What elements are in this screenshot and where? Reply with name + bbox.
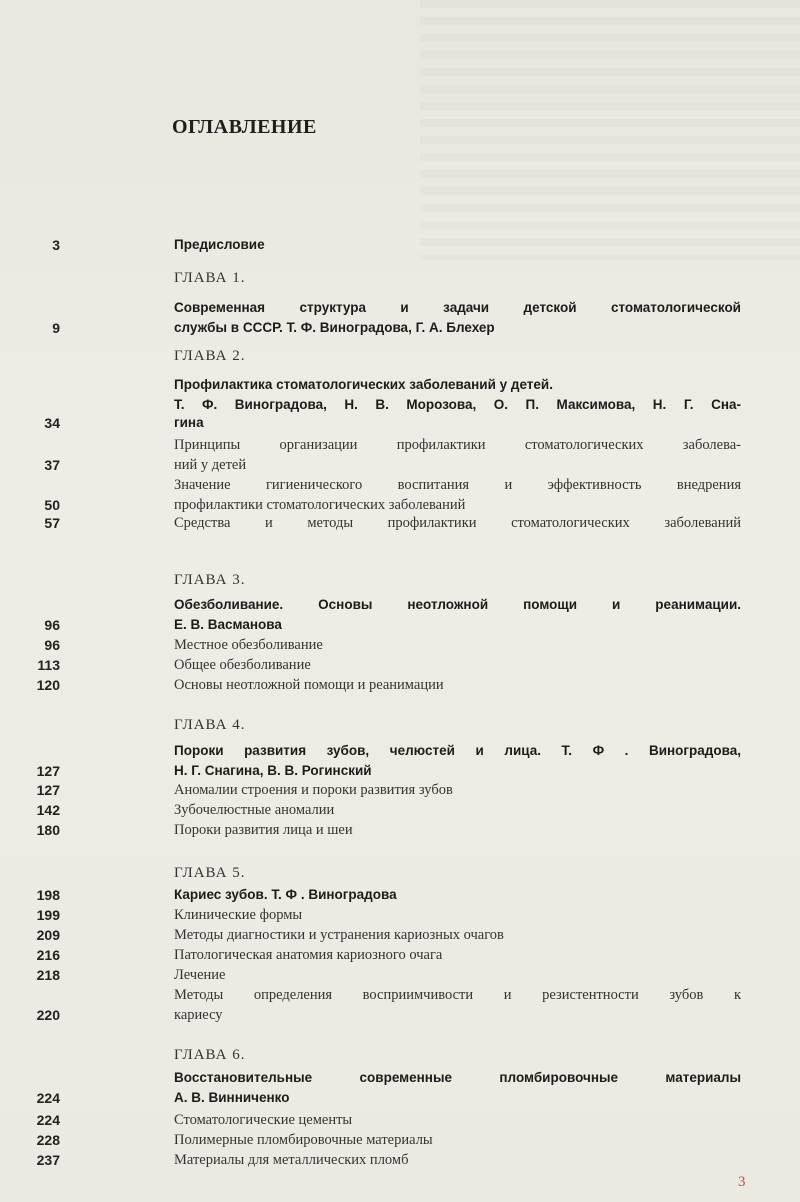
toc-entry <box>0 945 800 965</box>
entry-title: Профилактика стоматологических заболеваний у детей. <box>174 377 553 392</box>
toc-entry <box>0 1130 800 1150</box>
page-ref: 142 <box>36 802 60 818</box>
page-ref: 37 <box>44 457 60 473</box>
entry-title: Предисловие <box>174 237 265 252</box>
page-ref: 180 <box>36 822 60 838</box>
page-ref: 224 <box>36 1112 60 1128</box>
toc-entry <box>0 413 800 433</box>
entry-title: А. В. Винниченко <box>174 1090 290 1105</box>
entry-title: Н. Г. Снагина, В. В. Рогинский <box>174 763 372 778</box>
page-ref: 127 <box>36 782 60 798</box>
toc-entry <box>0 375 800 395</box>
entry-title: Патологическая анатомия кариозного очага <box>174 947 443 963</box>
toc-entry <box>0 761 800 781</box>
entry-title: Средства и методы профилактики стоматологических заболеваний <box>174 515 741 531</box>
entry-title: Современная структура и задачи детской стоматологической <box>174 300 741 315</box>
page-ref: 209 <box>36 927 60 943</box>
chapter-label: ГЛАВА 2. <box>174 348 246 364</box>
page-ref: 127 <box>36 763 60 779</box>
entry-title: Кариес зубов. Т. Ф . Виноградова <box>174 887 397 902</box>
entry-title: Зубочелюстные аномалии <box>174 802 335 818</box>
page-ref: 50 <box>44 497 60 513</box>
toc-entry <box>0 298 800 318</box>
page-ref: 199 <box>36 907 60 923</box>
entry-title: Аномалии строения и пороки развития зубов <box>174 782 453 798</box>
chapter-label: ГЛАВА 5. <box>174 865 246 881</box>
toc-entry <box>0 635 800 655</box>
toc-entry <box>0 885 800 905</box>
entry-title: Клинические формы <box>174 907 303 923</box>
entry-title: Полимерные пломбировочные материалы <box>174 1132 433 1148</box>
toc-entry <box>0 1150 800 1170</box>
toc-entry <box>0 741 800 761</box>
chapter-heading <box>0 268 800 288</box>
entry-title: Материалы для металлических пломб <box>174 1152 409 1168</box>
entry-title: Е. В. Васманова <box>174 617 282 632</box>
toc-entry <box>0 455 800 475</box>
toc-entry <box>0 1110 800 1130</box>
entry-title: ний у детей <box>174 457 247 473</box>
bleed-through-text <box>420 0 800 260</box>
entry-title: Местное обезболивание <box>174 637 323 653</box>
page-number: 3 <box>738 1174 746 1190</box>
page-ref: 9 <box>52 320 60 336</box>
entry-title: Основы неотложной помощи и реанимации <box>174 677 444 693</box>
entry-title: Значение гигиенического воспитания и эффективность внедрения <box>174 477 741 493</box>
chapter-heading <box>0 1045 800 1065</box>
toc-entry <box>0 495 800 515</box>
toc-entry <box>0 435 800 455</box>
toc-entry <box>0 318 800 338</box>
entry-title: Общее обезболивание <box>174 657 311 673</box>
toc-entry <box>0 475 800 495</box>
entry-title: Восстановительные современные пломбировочные материалы <box>174 1070 741 1085</box>
toc-entry <box>0 1005 800 1025</box>
entry-title: Пороки развития зубов, челюстей и лица. Т. Ф . Виноградова, <box>174 743 741 758</box>
chapter-label: ГЛАВА 6. <box>174 1047 246 1063</box>
toc-entry <box>0 513 800 533</box>
page-ref: 96 <box>44 617 60 633</box>
entry-title: Лечение <box>174 967 226 983</box>
toc-entry <box>0 780 800 800</box>
page-ref: 120 <box>36 677 60 693</box>
page-ref: 216 <box>36 947 60 963</box>
page-ref: 198 <box>36 887 60 903</box>
page-ref: 113 <box>37 657 60 673</box>
entry-title: Методы диагностики и устранения кариозных очагов <box>174 927 504 943</box>
toc-entry <box>0 925 800 945</box>
chapter-label: ГЛАВА 3. <box>174 572 246 588</box>
entry-title: Т. Ф. Виноградова, Н. В. Морозова, О. П. Максимова, Н. Г. Сна- <box>174 397 741 412</box>
page-ref: 34 <box>44 415 60 431</box>
toc-entry <box>0 1088 800 1108</box>
entry-title: Пороки развития лица и шеи <box>174 822 353 838</box>
page-ref: 218 <box>36 967 60 983</box>
entry-title: Стоматологические цементы <box>174 1112 353 1128</box>
chapter-heading <box>0 715 800 735</box>
page-ref: 228 <box>36 1132 60 1148</box>
chapter-label: ГЛАВА 4. <box>174 717 246 733</box>
entry-title: кариесу <box>174 1007 223 1023</box>
toc-entry <box>0 1068 800 1088</box>
page-ref: 224 <box>36 1090 60 1106</box>
entry-title: Методы определения восприимчивости и резистентности зубов к <box>174 987 741 1003</box>
page-ref: 237 <box>36 1152 60 1168</box>
toc-entry <box>0 655 800 675</box>
entry-title: гина <box>174 415 204 430</box>
toc-entry <box>0 800 800 820</box>
entry-title: профилактики стоматологических заболеваний <box>174 497 466 513</box>
toc-entry <box>0 595 800 615</box>
page-ref: 220 <box>36 1007 60 1023</box>
page-ref: 57 <box>44 515 60 531</box>
toc-entry <box>0 675 800 695</box>
entry-title: Принципы организации профилактики стоматологических заболева- <box>174 437 741 453</box>
entry-title: службы в СССР. Т. Ф. Виноградова, Г. А. Блехер <box>174 320 495 335</box>
chapter-heading <box>0 570 800 590</box>
entry-title: Обезболивание. Основы неотложной помощи и реанимации. <box>174 597 741 612</box>
page-title: ОГЛАВЛЕНИЕ <box>172 116 317 138</box>
chapter-label: ГЛАВА 1. <box>174 270 246 286</box>
toc-entry <box>0 905 800 925</box>
chapter-heading <box>0 863 800 883</box>
page-ref: 96 <box>44 637 60 653</box>
page-ref: 3 <box>52 237 60 253</box>
toc-entry <box>0 235 800 255</box>
toc-entry <box>0 615 800 635</box>
toc-entry <box>0 395 800 415</box>
chapter-heading <box>0 346 800 366</box>
toc-entry <box>0 985 800 1005</box>
toc-entry <box>0 820 800 840</box>
toc-entry <box>0 965 800 985</box>
